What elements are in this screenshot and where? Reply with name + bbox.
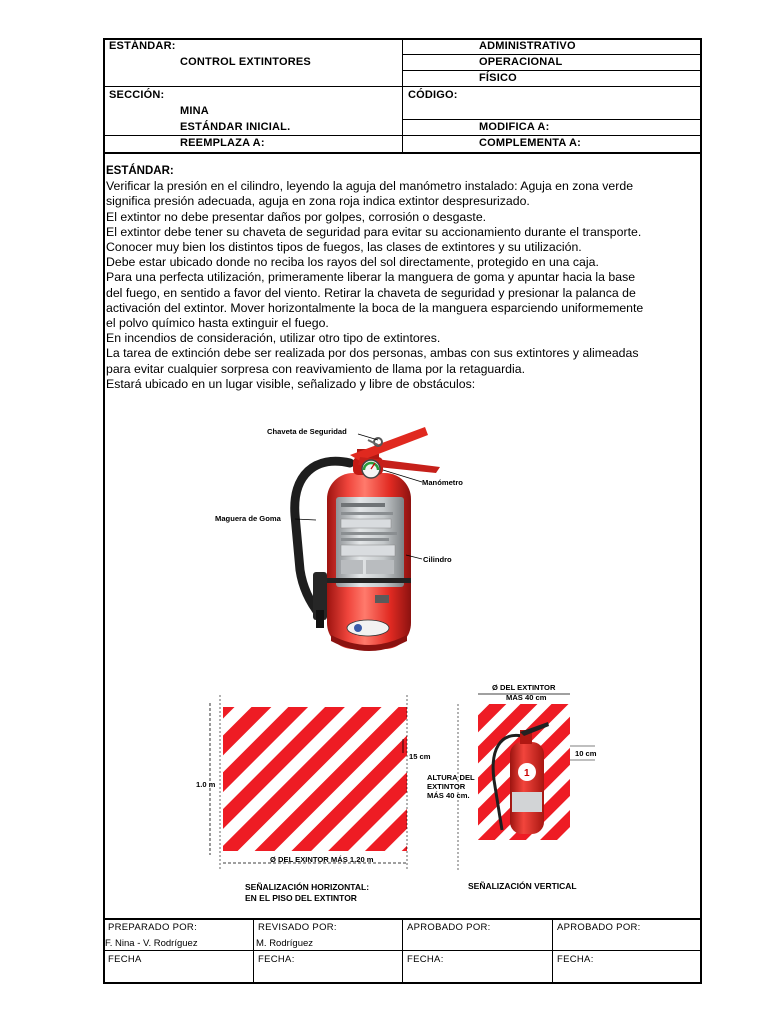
revisado-label: REVISADO POR: — [258, 922, 337, 933]
body-line: En incendios de consideración, utilizar otro tipo de extintores. — [106, 331, 441, 346]
chaveta-leader — [358, 434, 378, 440]
body-line: El extintor no debe presentar daños por golpes, corrosión o desgaste. — [106, 209, 487, 224]
complementa-a: COMPLEMENTA A: — [479, 137, 581, 149]
aprobado-label-2: APROBADO POR: — [557, 922, 641, 933]
seccion-label: SECCIÓN: — [109, 89, 165, 101]
horiz-caption-2: EN EL PISO DEL EXTINTOR — [245, 893, 357, 903]
striped-floor-zone — [223, 707, 407, 851]
body-line: Debe estar ubicado donde no reciba los rayos del sol directamente, protegido en una caja. — [106, 255, 599, 270]
fecha-1: FECHA — [108, 954, 142, 965]
fire-extinguisher-icon — [295, 427, 440, 651]
vertical-signage — [420, 680, 610, 895]
horiz-caption-1: SEÑALIZACIÓN HORIZONTAL: — [245, 882, 370, 892]
footer-divider — [253, 919, 254, 983]
fecha-4: FECHA: — [557, 954, 594, 965]
header-row-line — [104, 135, 701, 136]
horiz-stripe-label: 15 cm — [409, 752, 431, 761]
estandar-label: ESTÁNDAR: — [109, 40, 176, 52]
header-bottom-line — [104, 152, 701, 154]
revisado-value: M. Rodríguez — [256, 938, 314, 949]
estandar-inicial: ESTÁNDAR INICIAL. — [180, 121, 291, 133]
standard-body — [106, 164, 696, 392]
header-row-line — [402, 70, 701, 71]
label-chaveta: Chaveta de Seguridad — [267, 427, 347, 436]
vert-height-label-2: EXTINTOR — [427, 782, 466, 791]
label-manguera: Maguera de Goma — [215, 514, 281, 523]
vert-height-label-3: MÁS 40 cm. — [427, 791, 470, 800]
label-manometro: Manómetro — [422, 478, 463, 487]
horiz-height-label: 1.0 m — [196, 780, 216, 789]
type-operacional: OPERACIONAL — [479, 56, 563, 68]
type-administrativo: ADMINISTRATIVO — [479, 40, 576, 52]
body-line: del fuego, en sentido a favor del viento. Retirar la chaveta de seguridad y presionar la palanca de — [106, 285, 636, 300]
body-line: para evitar cualquier sorpresa con reavivamiento de llama por la retaguardia. — [106, 361, 526, 376]
body-line: Estará ubicado en un lugar visible, señalizado y libre de obstáculos: — [106, 376, 476, 391]
footer-divider — [552, 919, 553, 983]
fecha-3: FECHA: — [407, 954, 444, 965]
body-line: el polvo químico hasta extinguir el fuego. — [106, 316, 329, 331]
codigo-label: CÓDIGO: — [408, 89, 458, 101]
footer-divider — [402, 919, 403, 983]
body-line: La tarea de extinción debe ser realizada por dos personas, ambas con sus extintores y alimeadas — [106, 346, 639, 361]
preparado-label: PREPARADO POR: — [108, 922, 198, 933]
extinguisher-figure — [200, 415, 500, 655]
estandar-value: CONTROL EXTINTORES — [180, 56, 311, 68]
body-line: activación del extintor. Mover horizontalmente la boca de la manguera esparciendo uniformemente — [106, 300, 644, 315]
vert-top-label-1: Ø DEL EXTINTOR — [492, 683, 556, 692]
vert-side-label: 10 cm — [575, 749, 597, 758]
body-line: El extintor debe tener su chaveta de seguridad para evitar su accionamiento durante el transporte. — [106, 224, 642, 239]
body-line: Conocer muy bien los distintos tipos de fuegos, las clases de extintores y su utilización. — [106, 240, 582, 255]
label-cilindro: Cilindro — [423, 555, 452, 564]
body-line: Para una perfecta utilización, primeramente liberar la manguera de goma y apuntar hacia la base — [106, 270, 636, 285]
preparado-value: F. Nina - V. Rodríguez — [105, 938, 198, 949]
horiz-width-label: Ø DEL EXINTOR MÁS 1.20 m — [270, 855, 374, 864]
body-line: significa presión adecuada, aguja en zona roja indica extintor despresurizado. — [106, 194, 530, 209]
header-row-line — [402, 119, 701, 120]
header-row-line — [104, 86, 701, 87]
vert-top-label-2: MÁS 40 cm — [506, 693, 547, 702]
type-fisico: FÍSICO — [479, 72, 517, 84]
horizontal-signage — [190, 695, 440, 910]
vert-height-label-1: ALTURA DEL — [427, 773, 475, 782]
modifica-a: MODIFICA A: — [479, 121, 550, 133]
vert-caption: SEÑALIZACIÓN VERTICAL — [468, 881, 577, 891]
seccion-value: MINA — [180, 105, 209, 117]
header-row-line — [402, 54, 701, 55]
fecha-2: FECHA: — [258, 954, 295, 965]
reemplaza-a: REEMPLAZA A: — [180, 137, 265, 149]
body-line: Verificar la presión en el cilindro, leyendo la aguja del manómetro instalado: Aguja en zona verde — [106, 179, 634, 194]
aprobado-label-1: APROBADO POR: — [407, 922, 491, 933]
body-heading: ESTÁNDAR: — [106, 165, 174, 177]
badge-number: 1 — [524, 768, 530, 779]
